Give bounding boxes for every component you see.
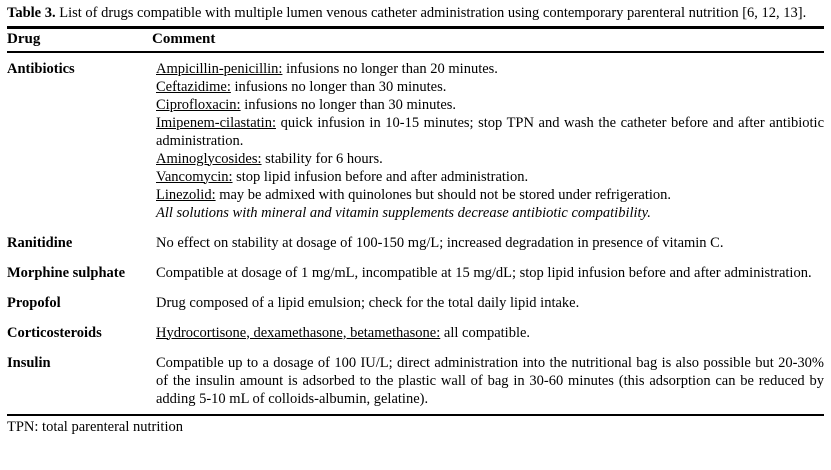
drug-name-lead: Hydrocortisone, dexamethasone, betamethasone:: [156, 324, 441, 341]
comment-cell: [156, 354, 824, 408]
caption-text: List of drugs compatible with multiple lumen venous catheter administration using contemporary parenteral nutrition [6, 12, 13].: [59, 5, 807, 21]
table-row: [7, 294, 824, 312]
column-header-drug: Drug: [7, 30, 41, 47]
comment-text: all compatible.: [443, 324, 531, 341]
column-header-comment: Comment: [152, 30, 216, 47]
comment-text: No effect on stability at dosage of 100-150 mg/L; increased degradation in presence of vitamin C.: [156, 234, 724, 251]
comment-text: Drug composed of a lipid emulsion; check for the total daily lipid intake.: [156, 294, 580, 311]
comment-cell: [156, 234, 824, 252]
drug-name-lead: Aminoglycosides:: [156, 150, 262, 167]
comment-text: may be admixed with quinolones but should not be stored under refrigeration.: [219, 186, 672, 203]
table-footnote: TPN: total parenteral nutrition: [7, 418, 183, 435]
comment-text: All solutions with mineral and vitamin supplements decrease antibiotic compatibility.: [156, 204, 651, 221]
table-body: [7, 53, 824, 408]
caption-label: Table 3.: [7, 5, 56, 21]
comment-text: stability for 6 hours.: [265, 150, 383, 167]
drug-name-lead: Vancomycin:: [156, 168, 233, 185]
comment-cell: [156, 324, 824, 342]
comment-text: quick infusion in 10-15 minutes; stop TPN and wash the catheter before and after antibiotic administration.: [156, 114, 825, 149]
comment-text: stop lipid infusion before and after administration.: [236, 168, 529, 185]
comment-text: Compatible up to a dosage of 100 IU/L; direct administration into the nutritional bag is also possible but 20-30% of the insulin amount is adsorbed to the plastic wall of bag in 30-60 minutes (this adsorption can be reduced by adding 5-10 mL of colloids-albumin, gelatine).: [156, 354, 824, 407]
comment-line: [156, 96, 824, 114]
drug-cell: Propofol: [7, 294, 61, 311]
comment-cell: [156, 264, 824, 282]
comment-line: [156, 150, 824, 168]
drug-name-lead: Linezolid:: [156, 186, 216, 203]
comment-text: infusions no longer than 20 minutes.: [286, 60, 498, 77]
comment-line: [156, 186, 824, 204]
drug-cell: Morphine sulphate: [7, 264, 126, 281]
comment-line: [156, 204, 824, 222]
comment-text: infusions no longer than 30 minutes.: [244, 96, 457, 113]
comment-line: [156, 114, 824, 150]
comment-cell: [156, 60, 824, 222]
table-row: [7, 234, 824, 252]
comment-text: infusions no longer than 30 minutes.: [234, 78, 447, 95]
comment-line: [156, 264, 824, 282]
table-row: [7, 264, 824, 282]
table-caption: [7, 5, 824, 22]
drug-name-lead: Ceftazidime:: [156, 78, 231, 95]
drug-cell: Corticosteroids: [7, 324, 102, 341]
drug-cell: Antibiotics: [7, 60, 75, 77]
comment-line: [156, 78, 824, 96]
comment-text: Compatible at dosage of 1 mg/mL, incompatible at 15 mg/dL; stop lipid infusion before and after administration.: [156, 264, 812, 281]
drug-cell: Ranitidine: [7, 234, 73, 251]
table-row: [7, 60, 824, 222]
table-row: [7, 324, 824, 342]
comment-line: [156, 294, 824, 312]
comment-cell: [156, 294, 824, 312]
comment-line: [156, 354, 824, 408]
drug-name-lead: Ciprofloxacin:: [156, 96, 241, 113]
comment-line: [156, 234, 824, 252]
comment-line: [156, 60, 824, 78]
comment-line: [156, 324, 824, 342]
drug-cell: Insulin: [7, 354, 51, 371]
drug-name-lead: Ampicillin-penicillin:: [156, 60, 283, 77]
table-header-row: [7, 29, 824, 51]
table-row: [7, 354, 824, 408]
drug-name-lead: Imipenem-cilastatin:: [156, 114, 276, 131]
comment-line: [156, 168, 824, 186]
